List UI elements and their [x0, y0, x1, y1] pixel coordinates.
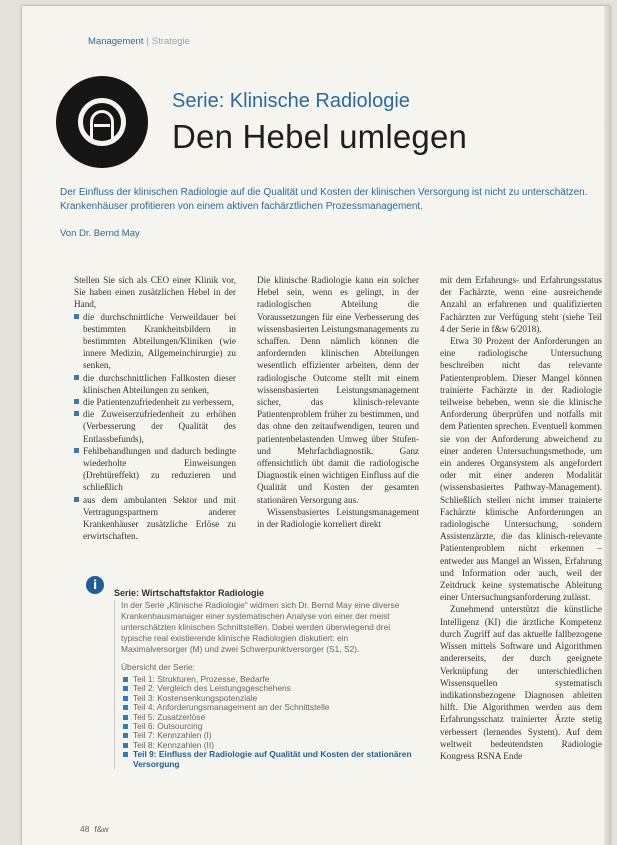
text-column-3	[440, 274, 602, 762]
bullet-item: die durchschnittlichen Fallkosten dieser klinischen Abteilungen zu senken,	[74, 372, 236, 396]
info-box-intro: In der Serie „Klinische Radiologie“ widmen sich Dr. Bernd May eine diverse Krankenhausmanager einer systematischen Analyse von einer der meist unterschätzten klinischen Schnittstellen. Dabei werden überwiegend drei typische real existierende klinische Radiologien diskutiert: ein Maximalversorger (M) und zwei Schwerpunktversorger (S1, S2).	[121, 600, 400, 654]
series-part-item: Teil 4: Anforderungsmanagement an der Schnittstelle	[121, 703, 414, 712]
column3-paragraph: mit dem Erfahrungs- und Erfahrungsstatus der Fachärzte, wenn eine ausreichende Anzahl an erfahrenen und qualifizierten Fachärzten zur Verfügung steht (siehe Teil 4 der Serie in f&w 6/2018).	[440, 275, 602, 334]
series-info-box	[92, 578, 414, 769]
column1-intro: Stellen Sie sich als CEO einer Klinik vor, Sie haben einen zusätzlichen Hebel in der Hand,	[74, 275, 236, 310]
series-part-item: Teil 6: Outsourcing	[121, 722, 414, 731]
info-box-title: Serie: Wirtschaftsfaktor Radiologie	[114, 588, 264, 598]
series-part-item: Teil 1: Strukturen, Prozesse, Bedarfe	[121, 675, 414, 684]
kicker-separator: |	[146, 36, 149, 47]
bullet-item: die Zuweiserzufriedenheit zu erhöhen (Verbesserung der Qualität des Entlassbefunds),	[74, 408, 236, 445]
series-part-item: Teil 3: Kostensenkungspotenziale	[121, 694, 414, 703]
page-footer	[80, 824, 109, 834]
magazine-page	[22, 6, 610, 845]
series-label: Serie: Klinische Radiologie	[172, 90, 410, 112]
text-column-1	[74, 274, 236, 542]
author-byline: Von Dr. Bernd May	[60, 228, 140, 239]
scanner-table	[94, 124, 110, 127]
bullet-item: die durchschnittliche Verweildauer bei bestimmten Krankheitsbildern in bestimmten Abteilungen/Kliniken (wie innere Medizin, Allgemeinchirurgie) zu senken,	[74, 311, 236, 372]
column2-paragraph: Die klinische Radiologie kann ein solcher Hebel sein, wenn es gelingt, in der radiologischen Abteilung die Voraussetzungen für eine Verbesserung des wissensbasierten Leistungsmanagements zu schaffen. Denn nämlich können die anfordernden klinischen Abteilungen wesentlich effizienter arbeiten, denn der radiologische Outcome stellt mit einem wissensbasierten Leistungsmanagement sicher, das klinisch-relevante Patientenproblem früher zu bestimmen, und das ohne den zeitaufwendigen, teuren und patientenbelastenden Umweg über Stufen- und Mehrfachdiagnostik. Ganz offensichtlich übt damit die radiologische Diagnostik einen wichtigen Einfluss auf die Qualität und Kosten der gesamten stationären Versorgung aus.	[257, 275, 419, 505]
subsection-label: Strategie	[151, 36, 190, 47]
section-label: Management	[88, 36, 144, 47]
series-parts-list	[121, 675, 414, 769]
magazine-name: f&w	[94, 824, 109, 834]
series-part-item: Teil 8: Kennzahlen (II)	[121, 741, 414, 750]
column3-paragraph: Zunehmend unterstützt die künstliche Intelligenz (KI) die ärztliche Kompetenz durch Zugriff auf das aktuelle fallbezogene Wissen mittels Software und Algorithmen andererseits, der durch geeignete Verknüpfung der unterschiedlichen Wissensquellen systematisch indikationsbezogene Diagnosen ableiten hilft. Die Algorithmen werden aus dem Erfahrungsschatz trainierter Ärzte stetig verbessert (lernendes System). Auf dem weltweit bedeutendsten Radiologie Kongress RSNA Ende	[440, 604, 602, 761]
article-lead: Der Einfluss der klinischen Radiologie auf die Qualität und Kosten der klinischen Versorgung ist nicht zu unterschätzen. Krankenhäuser profitieren von einem aktiven fachärztlichen Prozessmanagement.	[60, 187, 588, 212]
series-part-item: Teil 2: Vergleich des Leistungsgeschehens	[121, 684, 414, 693]
series-part-item-current: Teil 9: Einfluss der Radiologie auf Qualität und Kosten der stationären Versorgung	[121, 750, 414, 769]
info-box-body	[114, 600, 414, 769]
section-kicker	[88, 36, 190, 47]
column3-paragraph: Etwa 30 Prozent der Anforderungen an eine radiologische Untersuchung beschreiben nicht das relevante Patientenproblem. Dieser Mangel können trainierte Fachärzte in der Radiologie teilweise beheben, wenn sie die klinische Anforderung überprüfen und notfalls mit dem Patienten sprechen. Eventuell kommen sie von der Anforderung abweichend zu einer anderen Untersuchungsmethode, um ein anderes Organsystem als angefordert oder mit einer anderen Modalität (wissensbasiertes Pathway-Management). Schließlich stellen nicht immer trainierte Fachärzte klinische Anforderungen an radiologische Untersuchung, sondern Assistenzärzte, die das klinisch-relevante Patientenproblem nicht erkennen – entweder aus Mangel an Wissen, Erfahrung und Information oder auch, weil der Zeitdruck keine systematische Ableitung einer Untersuchungsanforderung zulässt.	[440, 336, 602, 603]
series-part-item: Teil 5: Zusatzerlöse	[121, 713, 414, 722]
text-column-2	[257, 274, 419, 530]
article-headline: Den Hebel umlegen	[172, 118, 468, 155]
info-icon: i	[86, 576, 104, 594]
bullet-item: die Patientenzufriedenheit zu verbessern,	[74, 396, 236, 408]
bullet-item: Fehlbehandlungen und dadurch bedingte wiederholte Einweisungen (Drehtüreffekt) zu reduzieren und schließlich	[74, 445, 236, 494]
series-overview-label: Übersicht der Serie:	[121, 662, 196, 672]
page-edge	[604, 6, 610, 845]
bullet-item: aus dem ambulanten Sektor und mit Vertragungspartnern anderer Krankenhäuser zusätzliche Erlöse zu erwirtschaften.	[74, 494, 236, 543]
series-part-item: Teil 7: Kennzahlen (I)	[121, 731, 414, 740]
radiology-scanner-icon	[56, 76, 148, 168]
page-number: 48	[80, 824, 90, 834]
column2-paragraph: Wissensbasiertes Leistungsmanagement in der Radiologie korreliert direkt	[257, 506, 419, 530]
